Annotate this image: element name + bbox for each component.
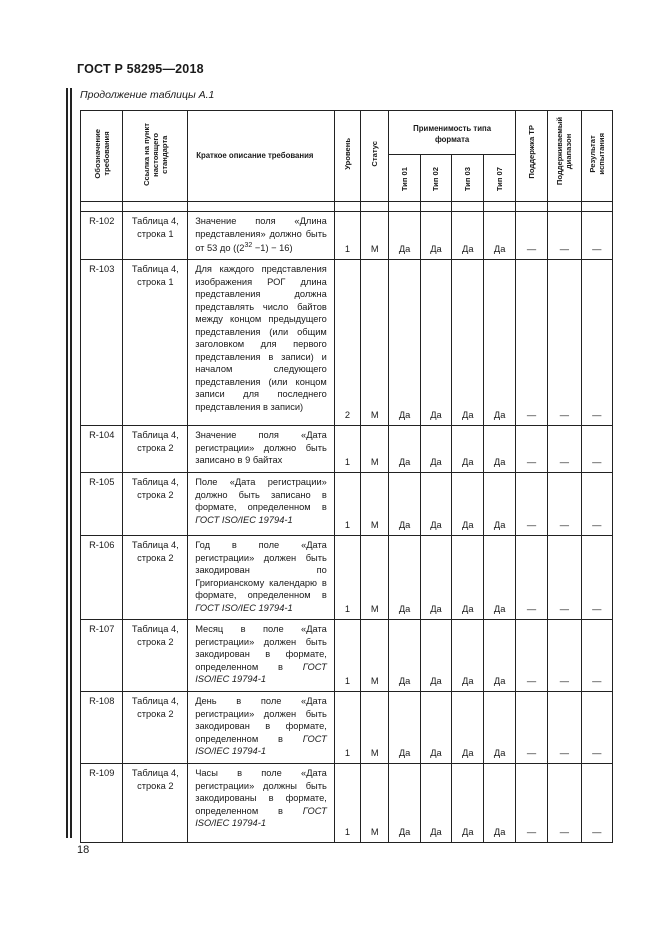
status-cell: М — [361, 473, 389, 536]
type07-cell: Да — [484, 764, 515, 843]
requirement-id: R-108 — [81, 692, 123, 764]
requirement-description — [188, 692, 335, 764]
standard-reference: ГОСТ ISO/IEC 19794-1 — [195, 805, 327, 828]
range-cell: — — [548, 212, 581, 260]
type03-cell: Да — [452, 620, 484, 692]
requirement-ref: Таблица 4, строка 2 — [123, 536, 188, 620]
range-cell: — — [548, 426, 581, 473]
header-type02: Тип 02 — [420, 155, 451, 202]
requirement-description — [188, 260, 335, 426]
tr-support-cell: — — [515, 426, 547, 473]
requirement-ref: Таблица 4, строка 2 — [123, 620, 188, 692]
type02-cell: Да — [420, 620, 451, 692]
requirements-table — [80, 110, 613, 843]
requirement-description — [188, 473, 335, 536]
tr-support-cell: — — [515, 473, 547, 536]
margin-change-bar — [66, 88, 72, 838]
level-cell: 1 — [334, 620, 360, 692]
type07-cell: Да — [484, 473, 515, 536]
requirement-ref: Таблица 4, строка 2 — [123, 692, 188, 764]
status-cell: М — [361, 764, 389, 843]
level-cell: 1 — [334, 426, 360, 473]
description-text: День в поле «Дата регистрации» должен быть закодирован в формате, определенном в — [195, 696, 327, 744]
level-cell: 1 — [334, 473, 360, 536]
description-text: Поле «Дата регистрации» должно быть записано в формате, определенном в — [195, 477, 327, 512]
type07-cell: Да — [484, 212, 515, 260]
requirement-id: R-103 — [81, 260, 123, 426]
result-cell: — — [581, 620, 612, 692]
level-cell: 1 — [334, 536, 360, 620]
status-cell: М — [361, 536, 389, 620]
level-cell: 1 — [334, 692, 360, 764]
type07-cell: Да — [484, 426, 515, 473]
tr-support-cell: — — [515, 260, 547, 426]
level-cell: 1 — [334, 764, 360, 843]
tr-support-cell: — — [515, 692, 547, 764]
result-cell: — — [581, 692, 612, 764]
table-row — [81, 260, 613, 426]
header-tr-support: Поддержка ТР — [515, 111, 547, 202]
status-cell: М — [361, 692, 389, 764]
type03-cell: Да — [452, 260, 484, 426]
type01-cell: Да — [389, 692, 420, 764]
type03-cell: Да — [452, 536, 484, 620]
requirement-description — [188, 536, 335, 620]
status-cell: М — [361, 212, 389, 260]
type03-cell: Да — [452, 764, 484, 843]
type01-cell: Да — [389, 620, 420, 692]
requirement-id: R-102 — [81, 212, 123, 260]
type03-cell: Да — [452, 426, 484, 473]
requirement-ref: Таблица 4, строка 2 — [123, 473, 188, 536]
requirement-description — [188, 212, 335, 260]
tr-support-cell: — — [515, 536, 547, 620]
description-text: Значение поля «Дата регистрации» должно быть записано в 9 байтах — [195, 430, 327, 465]
requirement-description — [188, 426, 335, 473]
table-row — [81, 536, 613, 620]
requirement-description — [188, 764, 335, 843]
requirement-ref: Таблица 4, строка 1 — [123, 260, 188, 426]
type01-cell: Да — [389, 473, 420, 536]
header-status: Статус — [361, 111, 389, 202]
requirement-ref: Таблица 4, строка 2 — [123, 764, 188, 843]
range-cell: — — [548, 764, 581, 843]
tr-support-cell: — — [515, 764, 547, 843]
range-cell: — — [548, 260, 581, 426]
type01-cell: Да — [389, 536, 420, 620]
header-type01: Тип 01 — [389, 155, 420, 202]
requirement-ref: Таблица 4, строка 1 — [123, 212, 188, 260]
type01-cell: Да — [389, 260, 420, 426]
result-cell: — — [581, 536, 612, 620]
requirement-id: R-109 — [81, 764, 123, 843]
level-cell: 2 — [334, 260, 360, 426]
standard-reference: ГОСТ ISO/IEC 19794-1 — [195, 602, 293, 613]
type01-cell: Да — [389, 426, 420, 473]
type02-cell: Да — [420, 426, 451, 473]
type07-cell: Да — [484, 692, 515, 764]
header-result: Результат испытания — [581, 111, 612, 202]
requirement-id: R-106 — [81, 536, 123, 620]
type07-cell: Да — [484, 260, 515, 426]
result-cell: — — [581, 473, 612, 536]
type07-cell: Да — [484, 536, 515, 620]
standard-reference: ГОСТ ISO/IEC 19794-1 — [195, 514, 293, 525]
level-cell: 1 — [334, 212, 360, 260]
range-cell: — — [548, 536, 581, 620]
type03-cell: Да — [452, 692, 484, 764]
range-cell: — — [548, 692, 581, 764]
range-cell: — — [548, 620, 581, 692]
description-text: Часы в поле «Дата регистрации» должны быть закодированы в формате, определенном в — [195, 768, 327, 816]
type03-cell: Да — [452, 212, 484, 260]
result-cell: — — [581, 426, 612, 473]
type03-cell: Да — [452, 473, 484, 536]
description-text: Значение поля «Длина представления» должно быть от 53 до ((2 — [195, 216, 327, 254]
header-level: Уровень — [334, 111, 360, 202]
type02-cell: Да — [420, 473, 451, 536]
description-text-tail: −1) − 16) — [252, 243, 293, 254]
header-type03: Тип 03 — [452, 155, 484, 202]
header-applicability: Применимость типа формата — [389, 111, 515, 155]
page-number: 18 — [77, 844, 90, 856]
table-row — [81, 692, 613, 764]
header-description: Краткое описание требования — [188, 111, 335, 202]
status-cell: М — [361, 260, 389, 426]
requirement-id: R-107 — [81, 620, 123, 692]
type02-cell: Да — [420, 764, 451, 843]
requirement-description — [188, 620, 335, 692]
table-row — [81, 426, 613, 473]
requirement-id: R-104 — [81, 426, 123, 473]
standard-reference: ГОСТ ISO/IEC 19794-1 — [195, 733, 327, 756]
header-id: Обозначение требования — [81, 111, 123, 202]
table-row — [81, 620, 613, 692]
table-row — [81, 473, 613, 536]
type02-cell: Да — [420, 212, 451, 260]
requirement-id: R-105 — [81, 473, 123, 536]
header-ref: Ссылка на пункт настоящего стандарта — [123, 111, 188, 202]
description-text: Месяц в поле «Дата регистрации» должен быть закодирован в формате, определенном в — [195, 624, 327, 672]
result-cell: — — [581, 260, 612, 426]
type01-cell: Да — [389, 764, 420, 843]
type01-cell: Да — [389, 212, 420, 260]
table-row — [81, 764, 613, 843]
tr-support-cell: — — [515, 212, 547, 260]
table-caption: Продолжение таблицы А.1 — [80, 89, 215, 101]
tr-support-cell: — — [515, 620, 547, 692]
table-row — [81, 212, 613, 260]
result-cell: — — [581, 212, 612, 260]
type02-cell: Да — [420, 692, 451, 764]
document-header: ГОСТ Р 58295—2018 — [77, 62, 204, 76]
range-cell: — — [548, 473, 581, 536]
description-text: Год в поле «Дата регистрации» должен быть закодирован по Григорианскому календарю в формате, определенном в — [195, 540, 327, 600]
type02-cell: Да — [420, 260, 451, 426]
description-superscript: 32 — [244, 242, 253, 249]
description-text: Для каждого представления изображения РОГ длина представления должна представлять число байтов между концом предыдущего представления (или общим заголовком для первого представления в записи) и началом следующего представления (или концом записи для последнего представления в записи) — [195, 264, 327, 412]
result-cell: — — [581, 764, 612, 843]
status-cell: М — [361, 620, 389, 692]
type02-cell: Да — [420, 536, 451, 620]
status-cell: М — [361, 426, 389, 473]
type07-cell: Да — [484, 620, 515, 692]
requirement-ref: Таблица 4, строка 2 — [123, 426, 188, 473]
header-type07: Тип 07 — [484, 155, 515, 202]
header-range: Поддерживаемый диапазон — [548, 111, 581, 202]
standard-reference: ГОСТ ISO/IEC 19794-1 — [195, 661, 327, 684]
